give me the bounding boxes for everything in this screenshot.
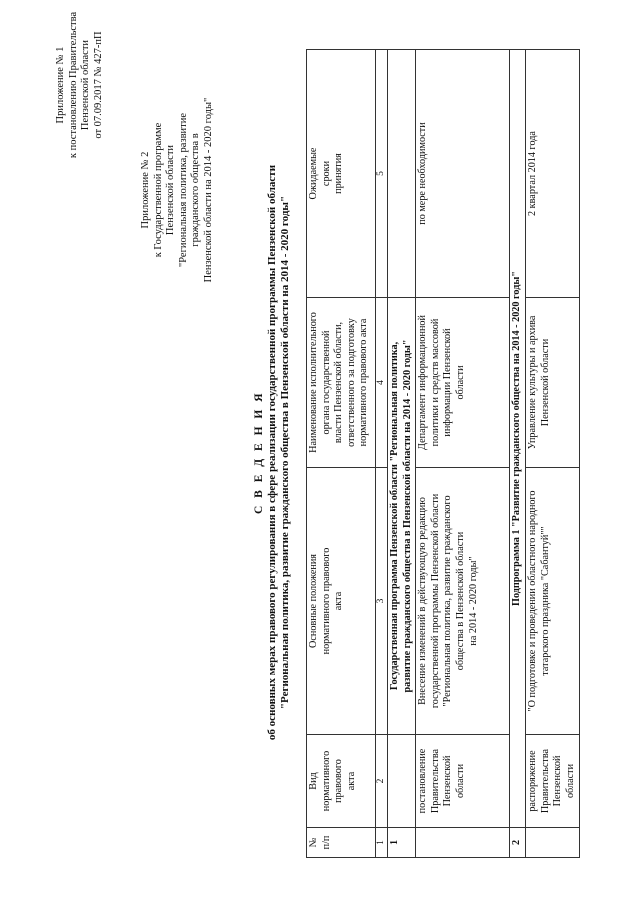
appendix-1-line: к постановлению Правительства [67,11,79,159]
appendix-2-line: к Государственной программе [152,122,164,258]
appendix-1-line: Приложение № 1 [55,46,66,124]
section-row-subprogram [510,50,526,858]
table-row [526,50,579,858]
appendix-2-line: Пензенской области [165,144,177,236]
row-authority: Управление культуры и архива Пензенской области [526,298,579,468]
appendix-1-line: Пензенской области [80,39,92,131]
row-deadline: 2 квартал 2014 года [526,50,579,298]
column-number: 2 [376,735,388,828]
section-row-program [388,50,416,858]
document-subtitle-program: "Региональная политика, развитие гражданского общества в Пензенской области на 2014 - 2020 годы" [279,195,291,710]
row-act-type: постановление Правительства Пензенской области [416,735,510,828]
appendix-2-block [140,65,216,315]
document-subtitle: об основных мерах правового регулирования в сфере реализации государственной программы Пензенской области [266,164,278,741]
section-empty-cell [388,50,416,298]
column-number-row [376,50,388,858]
column-number: 3 [376,468,388,735]
row-number [526,828,579,858]
row-deadline: по мере необходимости [416,50,510,298]
row-provisions: "О подготовке и проведении областного народного татарского праздника "Сабантуй"" [526,468,579,735]
section-title: Подпрограмма 1 "Развитие гражданского общества на 2014 - 2020 годы" [510,50,526,828]
section-title: Государственная программа Пензенской области "Региональная политика, развитие гражданского общества в Пензенской области на 2014 - 2020 годы" [388,298,416,735]
regulation-measures-table [306,49,580,858]
row-authority: Департамент информационной политики и средств массовой информации Пензенской области [416,298,510,468]
section-empty-cell [388,735,416,828]
table-header-row [307,50,376,858]
appendix-2-line: гражданского общества в [190,133,202,247]
appendix-2-line: Приложение № 2 [140,151,151,229]
section-number: 1 [388,828,416,858]
section-number: 2 [510,828,526,858]
table-row [416,50,510,858]
header-cell-deadline: Ожидаемые сроки принятия [307,50,376,298]
row-number [416,828,510,858]
appendix-1-block [55,10,105,160]
appendix-1-line: от 07.09.2017 № 427-пП [92,31,104,139]
appendix-2-line: "Региональная политика, развитие [177,112,189,268]
column-number: 1 [376,828,388,858]
header-cell-act-type: Вид нормативного правового акта [307,735,376,828]
row-provisions: Внесение изменений в действующую редакцию государственной программы Пензенской области "Региональная политика, развитие гражданского общества в Пензенской области на 2014 - 2020 годы" [416,468,510,735]
column-number: 4 [376,298,388,468]
header-cell-authority: Наименование исполнительного органа государственной власти Пензенской области, ответственного за подготовку нормативного правового акта [307,298,376,468]
document-title: С В Е Д Е Н И Я [253,390,265,515]
appendix-2-line: Пензенской области на 2014 - 2020 годы" [202,97,214,283]
column-number: 5 [376,50,388,298]
header-cell-number: № п/п [307,828,376,858]
header-cell-provisions: Основные положения нормативного правового акта [307,468,376,735]
row-act-type: распоряжение Правительства Пензенской области [526,735,579,828]
